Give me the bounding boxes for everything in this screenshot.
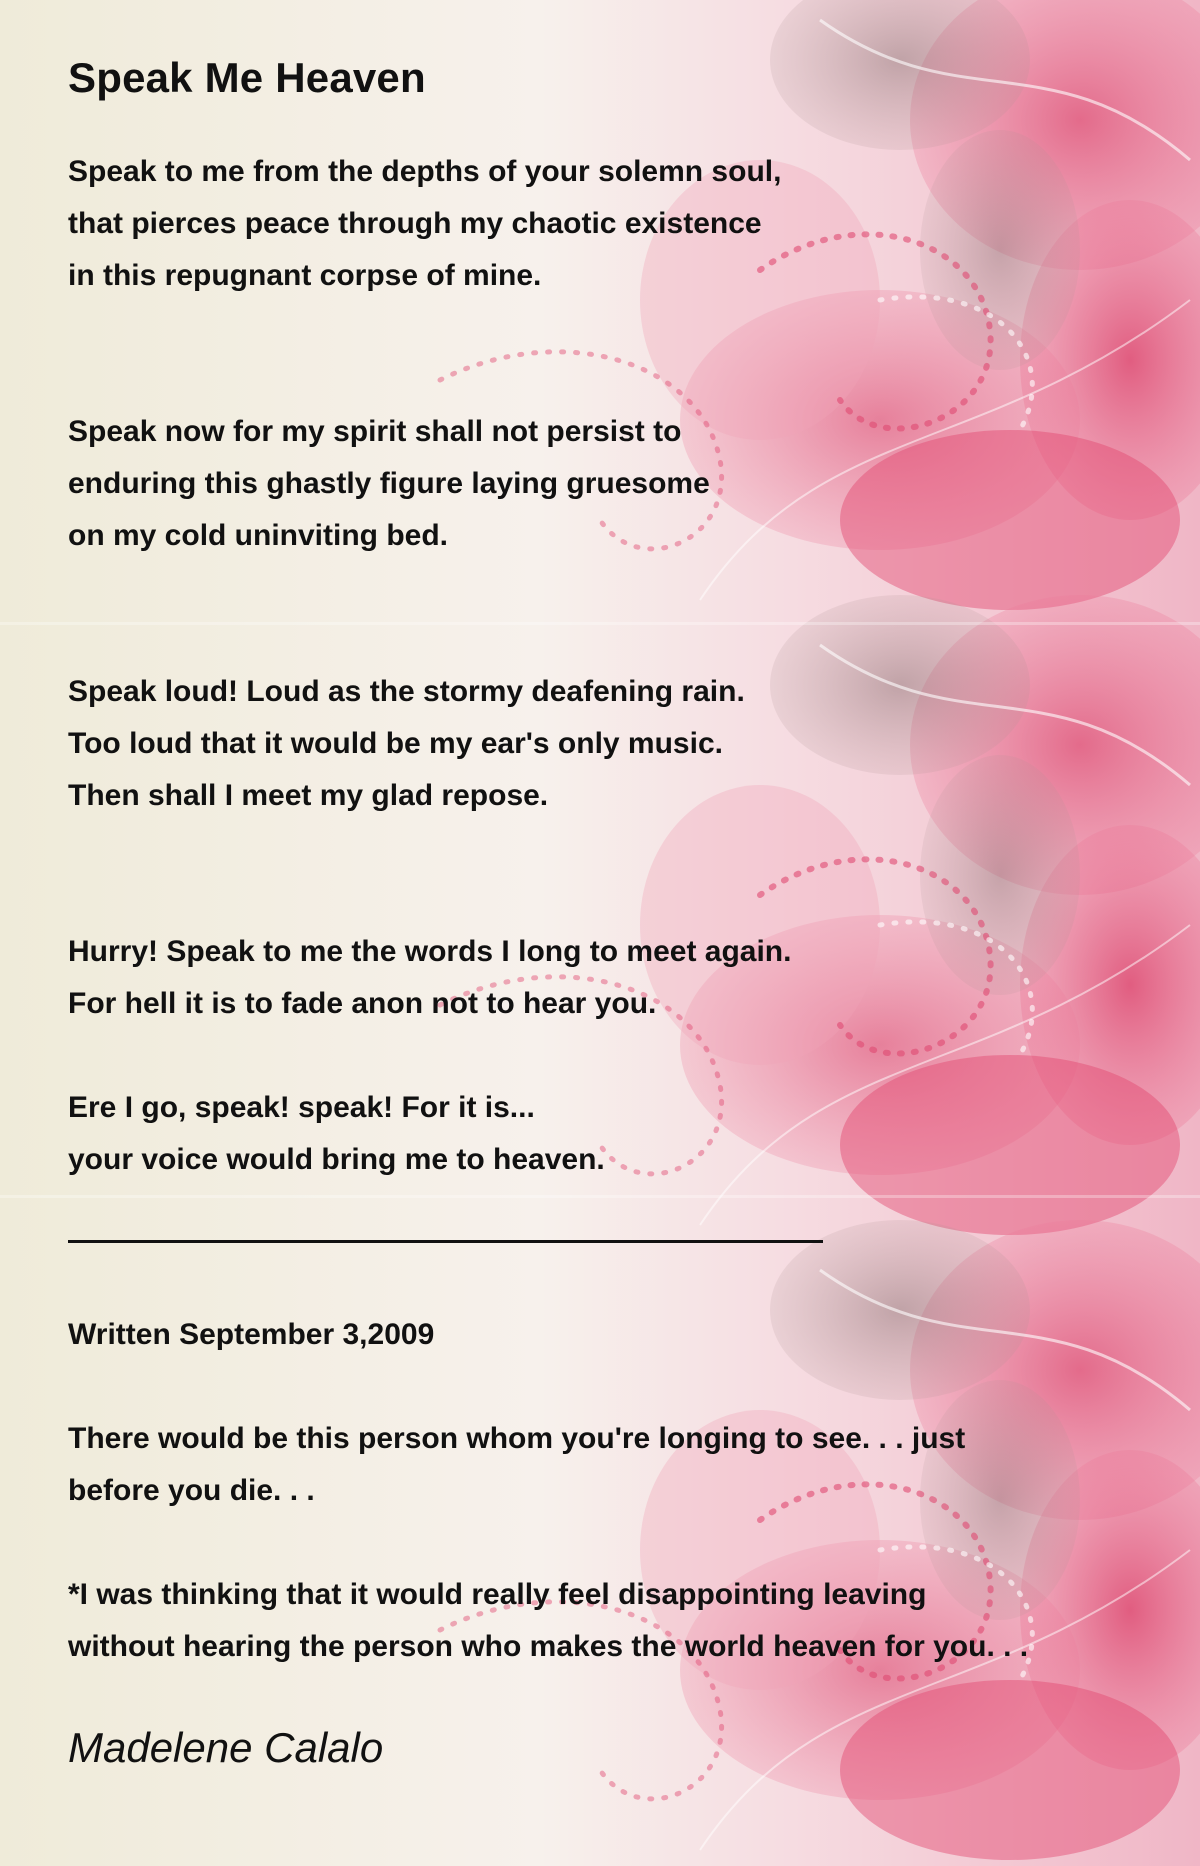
- poem-line: For hell it is to fade anon not to hear you.: [68, 987, 657, 1020]
- poem-title: Speak Me Heaven: [68, 54, 426, 101]
- poem-line: Speak to me from the depths of your solemn soul,: [68, 155, 782, 188]
- poem-line: Speak loud! Loud as the stormy deafening rain.: [68, 675, 745, 708]
- poem-line: that pierces peace through my chaotic existence: [68, 207, 762, 240]
- poem-line: Ere I go, speak! speak! For it is...: [68, 1091, 535, 1124]
- stanza-5: [68, 1082, 1158, 1186]
- poem-line: Hurry! Speak to me the words I long to meet again.: [68, 935, 792, 968]
- poem-line: enduring this ghastly figure laying gruesome: [68, 467, 710, 500]
- poem-line: Then shall I meet my glad repose.: [68, 779, 549, 812]
- poem-line: on my cold uninviting bed.: [68, 519, 448, 552]
- stanza-2: [68, 406, 1158, 562]
- note-line: *I was thinking that it would really feel disappointing leaving: [68, 1578, 927, 1611]
- note-line: before you die. . .: [68, 1474, 315, 1507]
- author-note-1: [68, 1413, 1158, 1517]
- stanza-1: [68, 146, 1158, 302]
- stanza-4: [68, 926, 1158, 1030]
- author-name: Madelene Calalo: [68, 1724, 384, 1771]
- poem-line: your voice would bring me to heaven.: [68, 1143, 605, 1176]
- poem-line: Too loud that it would be my ear's only music.: [68, 727, 723, 760]
- author-note-2: [68, 1569, 1158, 1673]
- poem-line: in this repugnant corpse of mine.: [68, 259, 542, 292]
- note-line: without hearing the person who makes the world heaven for you. . .: [68, 1630, 1029, 1663]
- poem-line: Speak now for my spirit shall not persist to: [68, 415, 682, 448]
- stanza-3: [68, 666, 1158, 822]
- poem-body: [68, 146, 1158, 1186]
- written-date: Written September 3,2009: [68, 1318, 435, 1351]
- divider-line: [68, 1240, 823, 1243]
- poem-page: [68, 48, 1158, 1778]
- note-line: There would be this person whom you're longing to see. . . just: [68, 1422, 966, 1455]
